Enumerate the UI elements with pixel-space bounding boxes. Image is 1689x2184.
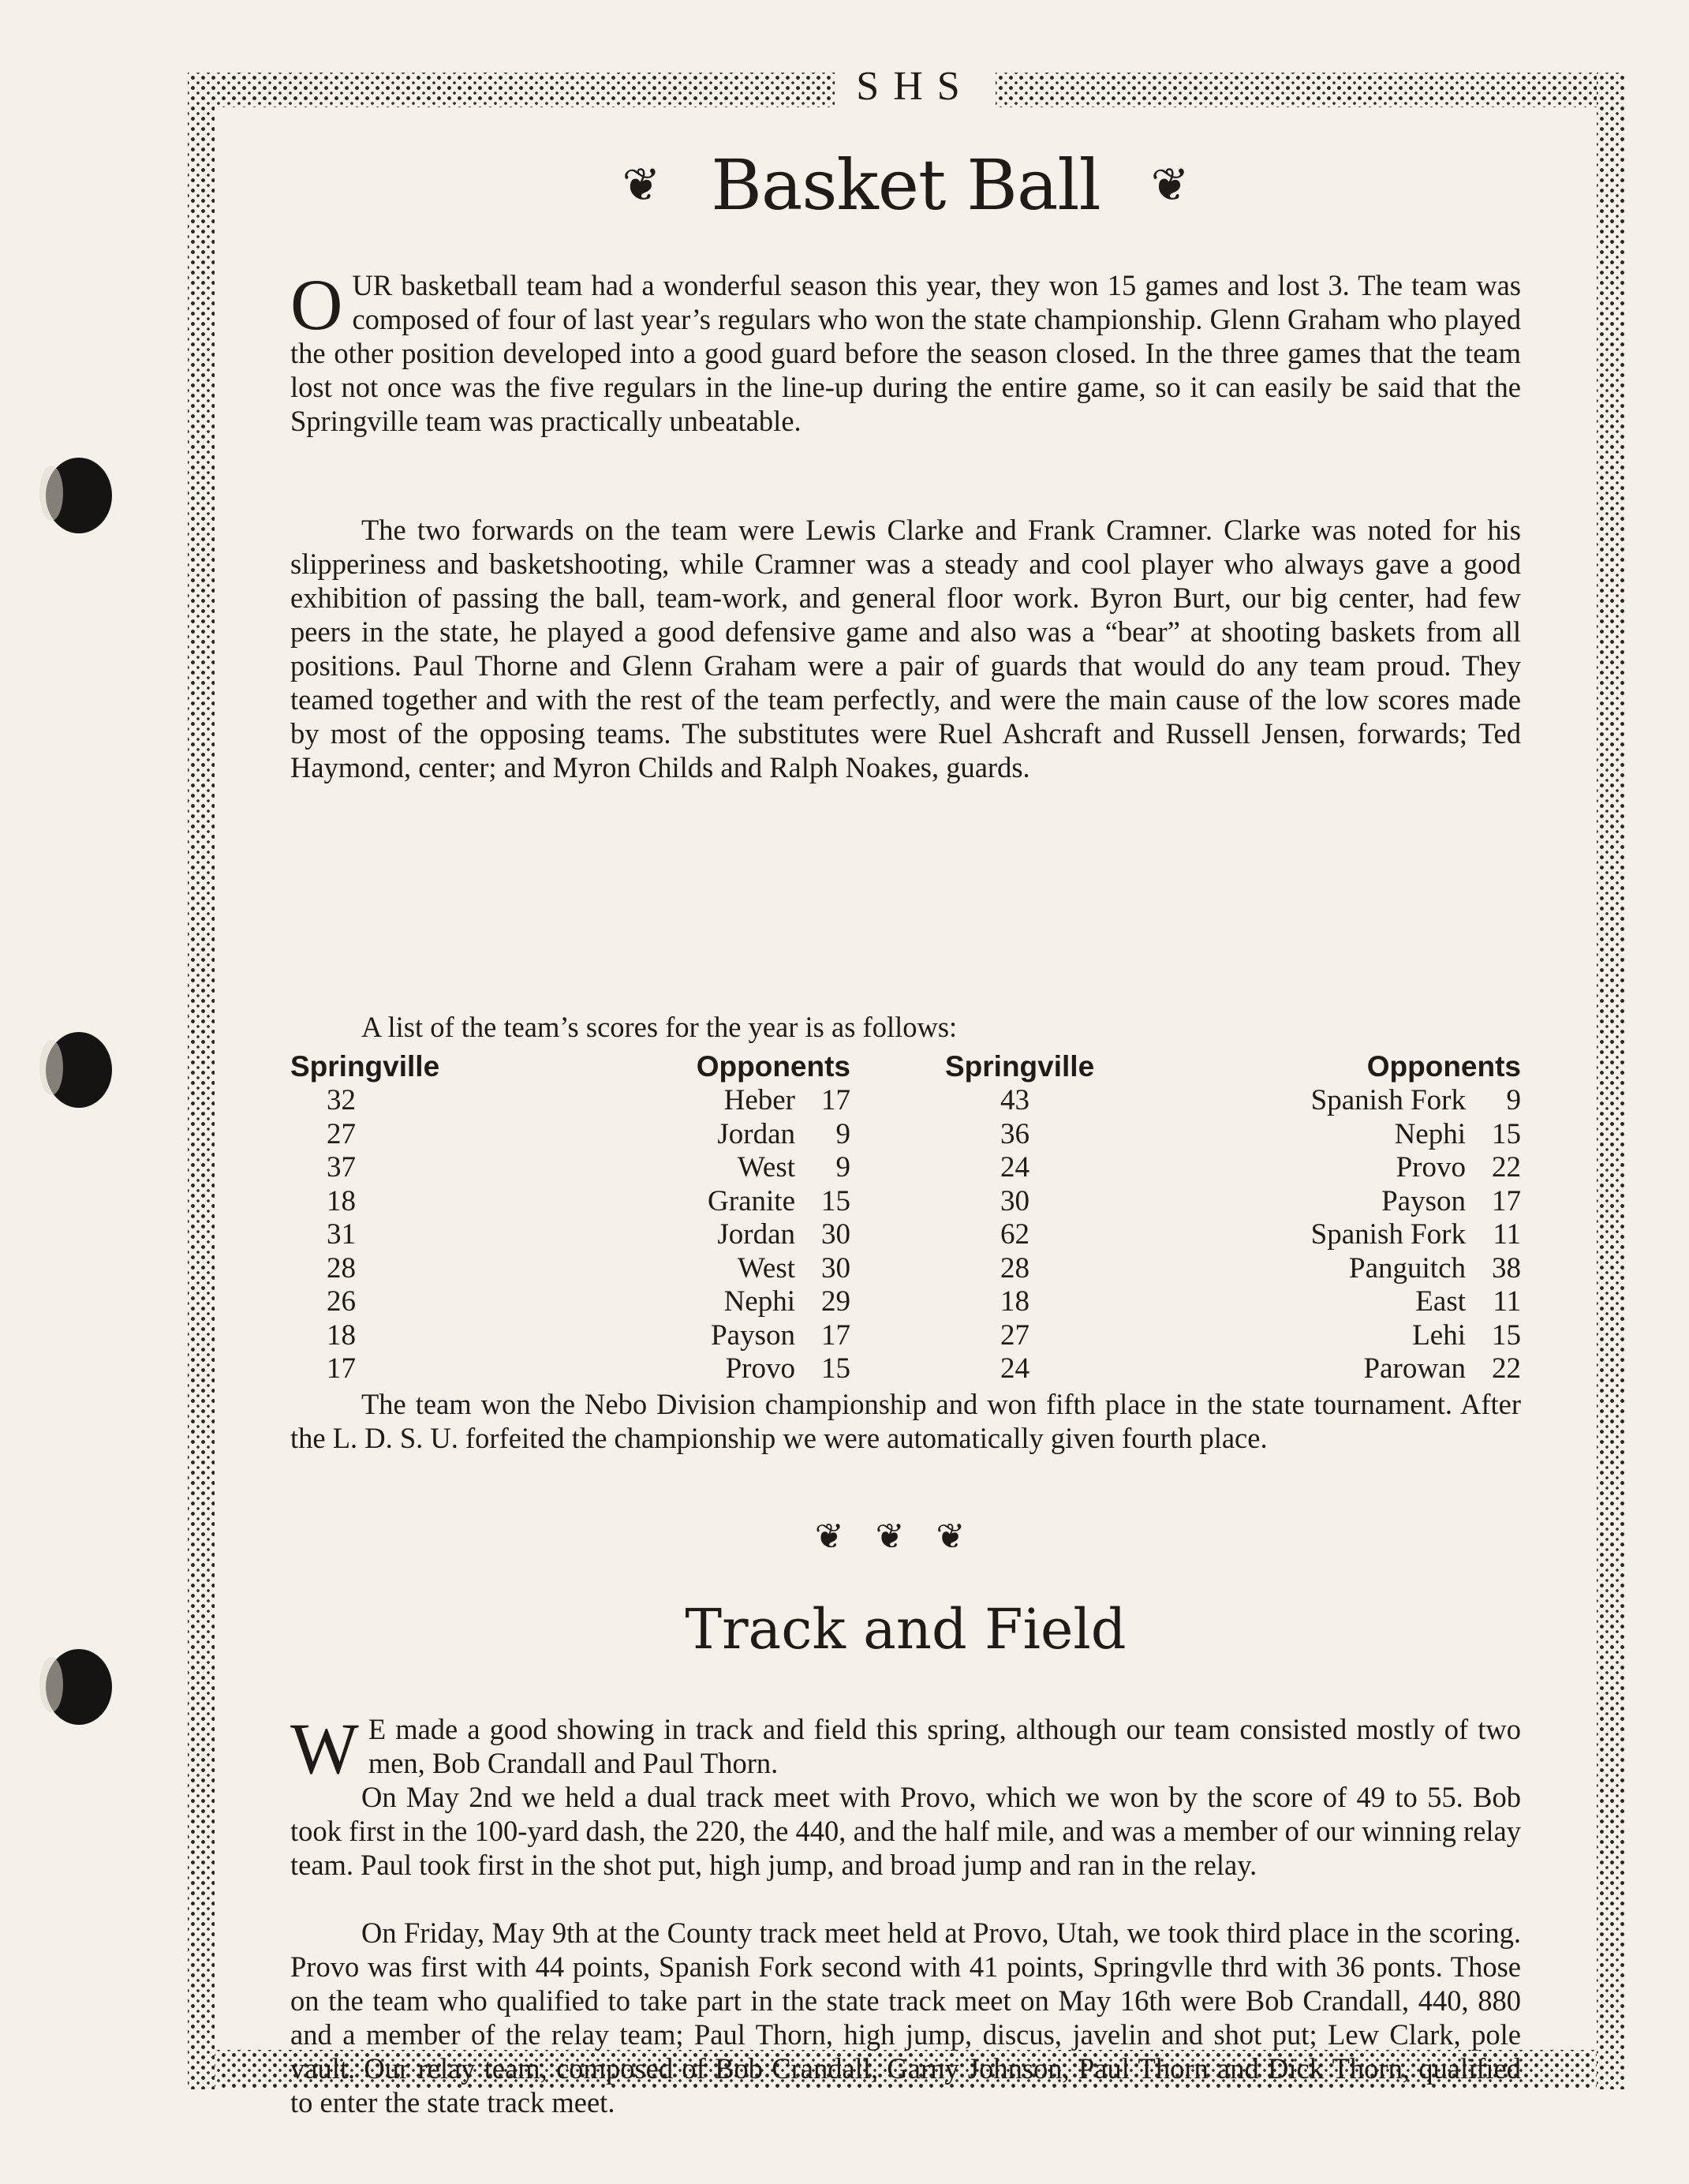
opponent-name: Provo: [1396, 1151, 1466, 1184]
opponent-score: 15: [1492, 1117, 1521, 1150]
opponent-name: East: [1415, 1285, 1466, 1318]
table-row: [645, 1352, 850, 1386]
table-cell: 18: [327, 1184, 356, 1217]
opponent-score: 11: [1493, 1285, 1521, 1318]
table-row: [645, 1185, 850, 1219]
opponent-score: 9: [835, 1117, 850, 1150]
opponent-name: Parowan: [1363, 1352, 1466, 1385]
opponent-name: Payson: [1381, 1184, 1466, 1217]
opponent-name: Jordan: [717, 1218, 795, 1251]
basketball-closing: The team won the Nebo Division championship and won fifth place in the state tournament. After the L. D. S. U. forfeited the championship we were automatically given fourth place.: [290, 1388, 1521, 1454]
border-right: [1597, 73, 1625, 2089]
basketball-players-paragraph: The two forwards on the team were Lewis Clarke and Frank Cramner. Clarke was noted for his slipperiness and basketshooting, while Cramner was a steady and cool player who always gave a good exhibition of passing the ball, team-work, and general floor work. Byron Burt, our big center, had few peers in the state, he played a good defensive game and also was a “bear” at shooting baskets from all positions. Paul Thorne and Glenn Graham were a pair of guards that would do any team proud. They teamed together and with the rest of the team perfectly, and were the main cause of the low scores made by most of the opposing teams. The substitutes were Ruel Ashcraft and Russell Jensen, forwards; Ted Haymond, center; and Myron Childs and Ralph Noakes, guards.: [290, 514, 1521, 783]
border-left: [188, 73, 215, 2089]
opponent-score: 15: [821, 1184, 850, 1217]
opponent-name: Nephi: [723, 1285, 795, 1318]
table-row: [645, 1118, 850, 1152]
table-cell: 18: [1000, 1285, 1029, 1318]
table-row: [645, 1252, 850, 1286]
table-row: [645, 1319, 850, 1353]
scores-col-springville-2: [945, 1049, 1150, 1386]
table-cell: 26: [327, 1285, 356, 1318]
opponent-name: Jordan: [717, 1117, 795, 1150]
table-cell: 30: [1000, 1184, 1029, 1217]
table-cell: 32: [327, 1084, 356, 1116]
table-cell: 31: [327, 1218, 356, 1251]
table-cell: 18: [327, 1318, 356, 1352]
track-title: Track and Field: [685, 1597, 1127, 1662]
border-top-left: [188, 73, 835, 107]
opponent-name: West: [737, 1151, 795, 1184]
ornament-icon: ❦: [814, 1517, 876, 1556]
table-row: [1221, 1285, 1521, 1319]
table-cell: 27: [327, 1117, 356, 1150]
scores-col-opponents-2: [1221, 1049, 1521, 1386]
opponent-score: 9: [835, 1151, 850, 1184]
opponent-score: 22: [1492, 1151, 1521, 1184]
opponent-score: 15: [1492, 1318, 1521, 1352]
table-header: Springville: [945, 1050, 1095, 1083]
ornament-icon: ❦: [622, 159, 661, 211]
opponent-score: 29: [821, 1285, 850, 1318]
opponent-name: Nephi: [1394, 1117, 1466, 1150]
scores-col-springville-1: [290, 1049, 440, 1386]
page-header-tag: SHS: [856, 64, 974, 109]
section-divider: [290, 1516, 1521, 1557]
opponent-name: West: [737, 1251, 795, 1285]
opponent-score: 22: [1492, 1352, 1521, 1385]
punch-hole: [46, 1649, 112, 1725]
opponent-name: Spanish Fork: [1310, 1084, 1466, 1116]
table-row: [1221, 1185, 1521, 1219]
punch-hole: [46, 458, 112, 533]
table-row: [1221, 1118, 1521, 1152]
ornament-icon: ❦: [875, 1517, 936, 1556]
opponent-name: Heber: [723, 1084, 795, 1116]
opponent-score: 30: [821, 1218, 850, 1251]
table-cell: 28: [327, 1251, 356, 1285]
opponent-name: Lehi: [1412, 1318, 1466, 1352]
punch-hole: [46, 1032, 112, 1108]
scores-intro: A list of the team’s scores for the year is as follows:: [361, 1011, 958, 1043]
opponent-score: 17: [821, 1318, 850, 1352]
scores-col-opponents-1: [645, 1049, 850, 1386]
drop-cap: W: [290, 1708, 359, 1789]
table-row: [1221, 1151, 1521, 1185]
opponent-name: Panguitch: [1349, 1251, 1466, 1285]
opponent-score: 30: [821, 1251, 850, 1285]
track-heading: [290, 1586, 1521, 1673]
table-row: [645, 1218, 850, 1252]
scores-table: [290, 1049, 1521, 1385]
table-cell: 43: [1000, 1084, 1029, 1116]
table-row: [645, 1285, 850, 1319]
table-cell: 24: [1000, 1352, 1029, 1385]
opponent-name: Payson: [711, 1318, 795, 1352]
drop-cap: O: [290, 264, 343, 345]
table-header: Springville: [290, 1050, 440, 1083]
opponent-name: Provo: [725, 1352, 795, 1385]
table-row: [645, 1084, 850, 1118]
table-cell: 36: [1000, 1117, 1029, 1150]
opponent-score: 38: [1492, 1251, 1521, 1285]
track-dual-meet: On May 2nd we held a dual track meet with Provo, which we won by the score of 49 to 55. Bob took first in the 100-yard dash, the 220, the 440, and the half mile, and was a member of our winning relay team. Paul took first in the shot put, high jump, and broad jump and ran in the relay.: [290, 1781, 1521, 1881]
opponent-score: 11: [1493, 1218, 1521, 1251]
opponent-score: 15: [821, 1352, 850, 1385]
track-intro-text: E made a good showing in track and field this spring, although our team consisted mostly of two men, Bob Crandall and Paul Thorn.: [368, 1713, 1521, 1779]
table-row: [1221, 1218, 1521, 1252]
table-cell: 37: [327, 1151, 356, 1184]
opponent-name: Granite: [708, 1184, 795, 1217]
table-row: [1221, 1252, 1521, 1286]
table-cell: 27: [1000, 1318, 1029, 1352]
table-cell: 17: [327, 1352, 356, 1385]
ornament-icon: ❦: [1150, 159, 1190, 211]
table-cell: 62: [1000, 1218, 1029, 1251]
table-header: Opponents: [696, 1050, 850, 1083]
border-top-right: [996, 73, 1625, 107]
table-cell: 24: [1000, 1151, 1029, 1184]
opponent-score: 9: [1506, 1084, 1521, 1116]
table-row: [1221, 1319, 1521, 1353]
table-row: [645, 1151, 850, 1185]
basketball-title: Basket Ball: [711, 144, 1100, 226]
opponent-name: Spanish Fork: [1310, 1218, 1466, 1251]
basketball-heading: [290, 134, 1521, 237]
table-header: Opponents: [1366, 1050, 1521, 1083]
basketball-intro-text: UR basketball team had a wonderful season this year, they won 15 games and lost 3. The team was composed of four of last year’s regulars who won the state championship. Glenn Graham who played the other position developed into a good guard before the season closed. In the three games that the team lost not once was the five regulars in the line-up during the entire game, so it can easily be said that the Springville team was practically unbeatable.: [290, 269, 1521, 437]
opponent-score: 17: [1492, 1184, 1521, 1217]
table-cell: 28: [1000, 1251, 1029, 1285]
track-intro: [290, 1708, 1521, 1789]
basketball-intro: [290, 264, 1521, 438]
track-county-meet: On Friday, May 9th at the County track meet held at Provo, Utah, we took third place in the scoring. Provo was first with 44 points, Spanish Fork second with 41 points, Springvlle thrd with 36 ponts. Those on the team who qualified to take part in the state track meet on May 16th were Bob Crandall, 440, 880 and a member of the relay team; Paul Thorn, high jump, discus, javelin and shot put; Lew Clark, pole vault. Our relay team, composed of Bob Crandall, Garny Johnson, Paul Thorn and Dick Thorn, qualified to enter the state track meet.: [290, 1917, 1521, 2119]
ornament-icon: ❦: [936, 1517, 997, 1556]
opponent-score: 17: [821, 1084, 850, 1116]
table-row: [1221, 1352, 1521, 1386]
table-row: [1221, 1084, 1521, 1118]
